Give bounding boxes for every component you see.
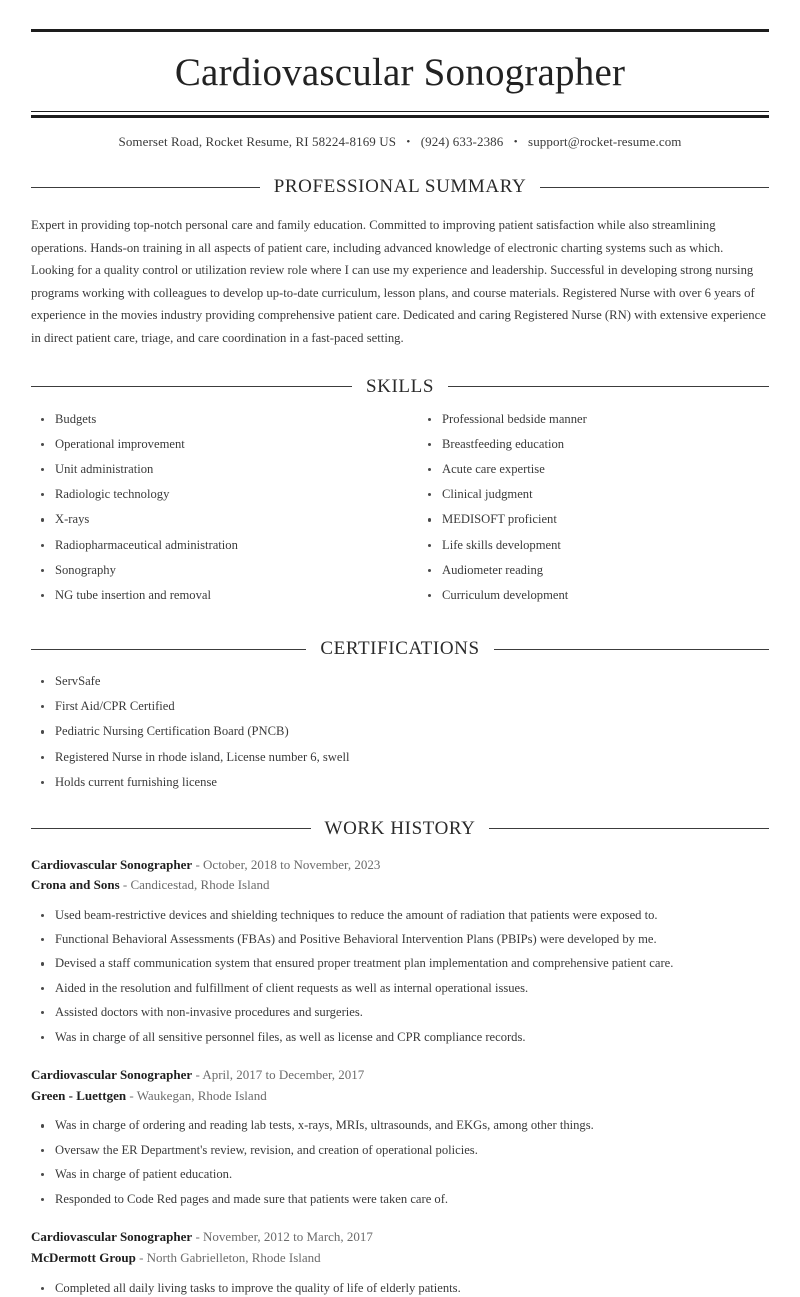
skills-column-right xyxy=(400,411,769,612)
list-item: Was in charge of ordering and reading lab tests, x-rays, MRIs, ultrasounds, and EKGs, among other things. xyxy=(31,1117,769,1135)
skills-columns xyxy=(31,411,769,612)
job-company: Crona and Sons xyxy=(31,877,120,893)
contact-separator-2: • xyxy=(513,136,518,148)
job-company-line xyxy=(31,1086,769,1107)
job-company: Green - Luettgen xyxy=(31,1087,127,1103)
summary-text: Expert in providing top-notch personal care and family education. Committed to improving patient satisfaction while also streamlining operations. Hands-on training in all aspects of patient care, including advanced knowledge of electronic charting systems such as which. Looking for a quality control or utilization review role where I can use my experience and leadership. Successful in developing strong nursing programs working with colleagues to develop up-to-date curriculum, lesson plans, and course materials. Registered Nurse with over 6 years of experience in the movies industry providing comprehensive patient care. Dedicated and caring Registered Nurse (RN) with extensive experience in direct patient care, triage, and care coordination in a fast-paced setting. xyxy=(31,218,766,346)
section-heading-work-history xyxy=(31,818,769,840)
work-history-body xyxy=(31,855,769,1297)
list-item: Registered Nurse in rhode island, License number 6, swell xyxy=(31,749,769,767)
job-entry xyxy=(31,1065,769,1208)
job-bullets xyxy=(31,907,769,1047)
list-item: Radiopharmaceutical administration xyxy=(31,537,400,555)
list-item: Assisted doctors with non-invasive procedures and surgeries. xyxy=(31,1004,769,1022)
certifications-list xyxy=(31,673,769,792)
list-item: Oversaw the ER Department's review, revision, and creation of operational policies. xyxy=(31,1142,769,1160)
job-title-line xyxy=(31,855,769,876)
section-heading-certifications xyxy=(31,638,769,660)
resume-page xyxy=(0,29,800,1295)
list-item: Audiometer reading xyxy=(418,562,769,580)
section-heading-summary xyxy=(31,176,769,198)
list-item: NG tube insertion and removal xyxy=(31,587,400,605)
list-item: Acute care expertise xyxy=(418,461,769,479)
contact-email: support@rocket-resume.com xyxy=(528,134,682,149)
contact-separator-1: • xyxy=(406,136,411,148)
job-separator: - xyxy=(195,1067,200,1083)
job-dates: October, 2018 to November, 2023 xyxy=(203,856,381,872)
job-dates: November, 2012 to March, 2017 xyxy=(203,1229,373,1245)
section-label: SKILLS xyxy=(366,375,434,397)
heading-rule-left xyxy=(31,649,306,650)
list-item: MEDISOFT proficient xyxy=(418,511,769,529)
list-item: Unit administration xyxy=(31,461,400,479)
skills-column-left xyxy=(31,411,400,612)
list-item: Used beam-restrictive devices and shielding techniques to reduce the amount of radiation that patients were exposed to. xyxy=(31,907,769,925)
job-title-line xyxy=(31,1227,769,1248)
section-label: CERTIFICATIONS xyxy=(320,638,480,660)
list-item: Sonography xyxy=(31,562,400,580)
list-item: Aided in the resolution and fulfillment of client requests as well as internal operational issues. xyxy=(31,980,769,998)
page-title: Cardiovascular Sonographer xyxy=(174,51,626,94)
list-item: X-rays xyxy=(31,511,400,529)
header-bottom-rule xyxy=(31,111,769,112)
job-location: Waukegan, Rhode Island xyxy=(136,1087,267,1103)
job-bullets xyxy=(31,1117,769,1208)
job-company-line xyxy=(31,1248,769,1269)
list-item: Responded to Code Red pages and made sure that patients were taken care of. xyxy=(31,1191,769,1209)
skills-list-left xyxy=(31,411,400,605)
list-item: Radiologic technology xyxy=(31,486,400,504)
list-item: Professional bedside manner xyxy=(418,411,769,429)
list-item: ServSafe xyxy=(31,673,769,691)
certifications-body xyxy=(31,673,769,792)
job-title: Cardiovascular Sonographer xyxy=(31,1067,193,1083)
list-item: Breastfeeding education xyxy=(418,436,769,454)
job-bullets xyxy=(31,1280,769,1297)
list-item: Holds current furnishing license xyxy=(31,774,769,792)
list-item: Curriculum development xyxy=(418,587,769,605)
list-item: Devised a staff communication system that ensured proper treatment plan implementation and comprehensive patient care. xyxy=(31,955,769,973)
job-separator: - xyxy=(195,1229,200,1245)
heading-rule-right xyxy=(494,649,769,650)
job-title: Cardiovascular Sonographer xyxy=(31,1229,193,1245)
job-separator: - xyxy=(122,877,128,893)
header-top-rule xyxy=(31,29,769,32)
job-entry xyxy=(31,855,769,1047)
list-item: Was in charge of all sensitive personnel files, as well as license and CPR compliance records. xyxy=(31,1029,769,1047)
list-item: Operational improvement xyxy=(31,436,400,454)
list-item: Was in charge of patient education. xyxy=(31,1166,769,1184)
heading-rule-right xyxy=(489,828,769,829)
heading-rule-right xyxy=(540,187,769,188)
job-location: North Gabrielleton, Rhode Island xyxy=(146,1250,321,1265)
list-item: Budgets xyxy=(31,411,400,429)
list-item: First Aid/CPR Certified xyxy=(31,698,769,716)
skills-list-right xyxy=(418,411,769,605)
job-dates: April, 2017 to December, 2017 xyxy=(202,1067,365,1083)
contact-line xyxy=(31,134,769,150)
list-item: Clinical judgment xyxy=(418,486,769,504)
job-location: Candicestad, Rhode Island xyxy=(130,877,270,893)
job-title: Cardiovascular Sonographer xyxy=(31,856,193,872)
job-separator: - xyxy=(129,1087,134,1103)
job-entry xyxy=(31,1227,769,1297)
heading-rule-left xyxy=(31,386,352,387)
section-label: WORK HISTORY xyxy=(324,817,476,839)
list-item: Functional Behavioral Assessments (FBAs) and Positive Behavioral Intervention Plans (PBIPs) were developed by me. xyxy=(31,931,769,949)
list-item: Life skills development xyxy=(418,537,769,555)
job-separator: - xyxy=(195,856,200,872)
list-item: Completed all daily living tasks to improve the quality of life of elderly patients. xyxy=(31,1280,769,1297)
section-heading-skills xyxy=(31,376,769,398)
contact-address: Somerset Road, Rocket Resume, RI 58224-8169 US xyxy=(118,134,397,149)
contact-phone: (924) 633-2386 xyxy=(420,134,504,149)
job-company: McDermott Group xyxy=(31,1250,136,1265)
section-label: PROFESSIONAL SUMMARY xyxy=(273,176,527,197)
heading-rule-left xyxy=(31,828,311,829)
job-title-line xyxy=(31,1065,769,1086)
job-separator: - xyxy=(139,1250,144,1265)
job-company-line xyxy=(31,875,769,896)
heading-rule-right xyxy=(448,386,769,387)
heading-rule-left xyxy=(31,187,260,188)
list-item: Pediatric Nursing Certification Board (PNCB) xyxy=(31,723,769,741)
